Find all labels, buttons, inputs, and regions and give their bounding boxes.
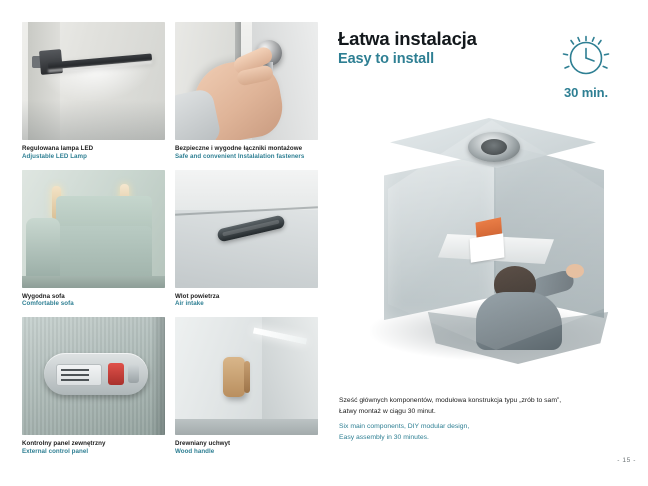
caption-en: Air intake xyxy=(175,300,204,308)
gallery-item-wood-handle[interactable] xyxy=(175,317,318,456)
gallery-item-led-lamp[interactable] xyxy=(22,22,165,161)
description-pl-line2: Łatwy montaż w ciągu 30 minut. xyxy=(339,407,436,415)
clock-icon xyxy=(558,30,614,82)
external-control-panel-photo xyxy=(22,317,165,435)
booth-illustration xyxy=(384,116,608,356)
caption-en: Safe and convenient Instalalation fasteners xyxy=(175,152,305,160)
install-time-badge xyxy=(544,30,628,100)
section-heading xyxy=(338,29,477,68)
caption xyxy=(175,440,318,456)
caption-en: Comfortable sofa xyxy=(22,300,74,308)
caption-pl: Bezpieczne i wygodne łączniki montażowe xyxy=(175,145,303,152)
page-number: - 15 - xyxy=(617,457,636,464)
gallery-item-control-panel[interactable] xyxy=(22,317,165,456)
acoustic-booth-render xyxy=(344,96,644,376)
person-body xyxy=(476,292,562,350)
caption xyxy=(22,293,165,309)
caption xyxy=(175,293,318,309)
caption xyxy=(22,440,165,456)
caption-pl: Kontrolny panel zewnętrzny xyxy=(22,440,106,447)
description-en-line2: Easy assembly in 30 minutes. xyxy=(339,433,429,441)
gallery-item-air-intake[interactable] xyxy=(175,170,318,309)
comfortable-sofa-photo xyxy=(22,170,165,288)
right-column xyxy=(338,0,648,486)
caption-en: Adjustable LED Lamp xyxy=(22,152,87,160)
gallery-row-1 xyxy=(22,22,318,161)
gallery-row-2 xyxy=(22,170,318,309)
caption-pl: Wygodna sofa xyxy=(22,292,65,300)
heading-pl: Łatwa instalacja xyxy=(338,28,477,49)
caption xyxy=(175,145,318,161)
gallery-row-3 xyxy=(22,317,318,456)
description-block xyxy=(339,396,599,443)
gallery-item-fasteners[interactable] xyxy=(175,22,318,161)
caption-pl: Drewniany uchwyt xyxy=(175,440,231,447)
roof-vent-icon xyxy=(468,132,520,162)
heading-en: Easy to install xyxy=(338,50,435,67)
wood-handle-photo xyxy=(175,317,318,435)
install-time-label: 30 min. xyxy=(563,85,609,100)
adjustable-led-lamp-photo xyxy=(22,22,165,140)
gallery-item-sofa[interactable] xyxy=(22,170,165,309)
photo-gallery xyxy=(22,22,318,465)
caption-en: External control panel xyxy=(22,447,89,455)
caption-en: Wood handle xyxy=(175,447,215,455)
caption xyxy=(22,145,165,161)
installation-fasteners-photo xyxy=(175,22,318,140)
description-pl-line1: Sześć głównych komponentów, modułowa konstrukcja typu „zrób to sam”, xyxy=(339,397,562,404)
caption-pl: Wlot powietrza xyxy=(175,292,220,300)
caption-pl: Regulowana lampa LED xyxy=(22,145,94,152)
air-intake-photo xyxy=(175,170,318,288)
description-en-line1: Six main components, DIY modular design, xyxy=(339,423,470,431)
person-hand xyxy=(566,264,584,278)
